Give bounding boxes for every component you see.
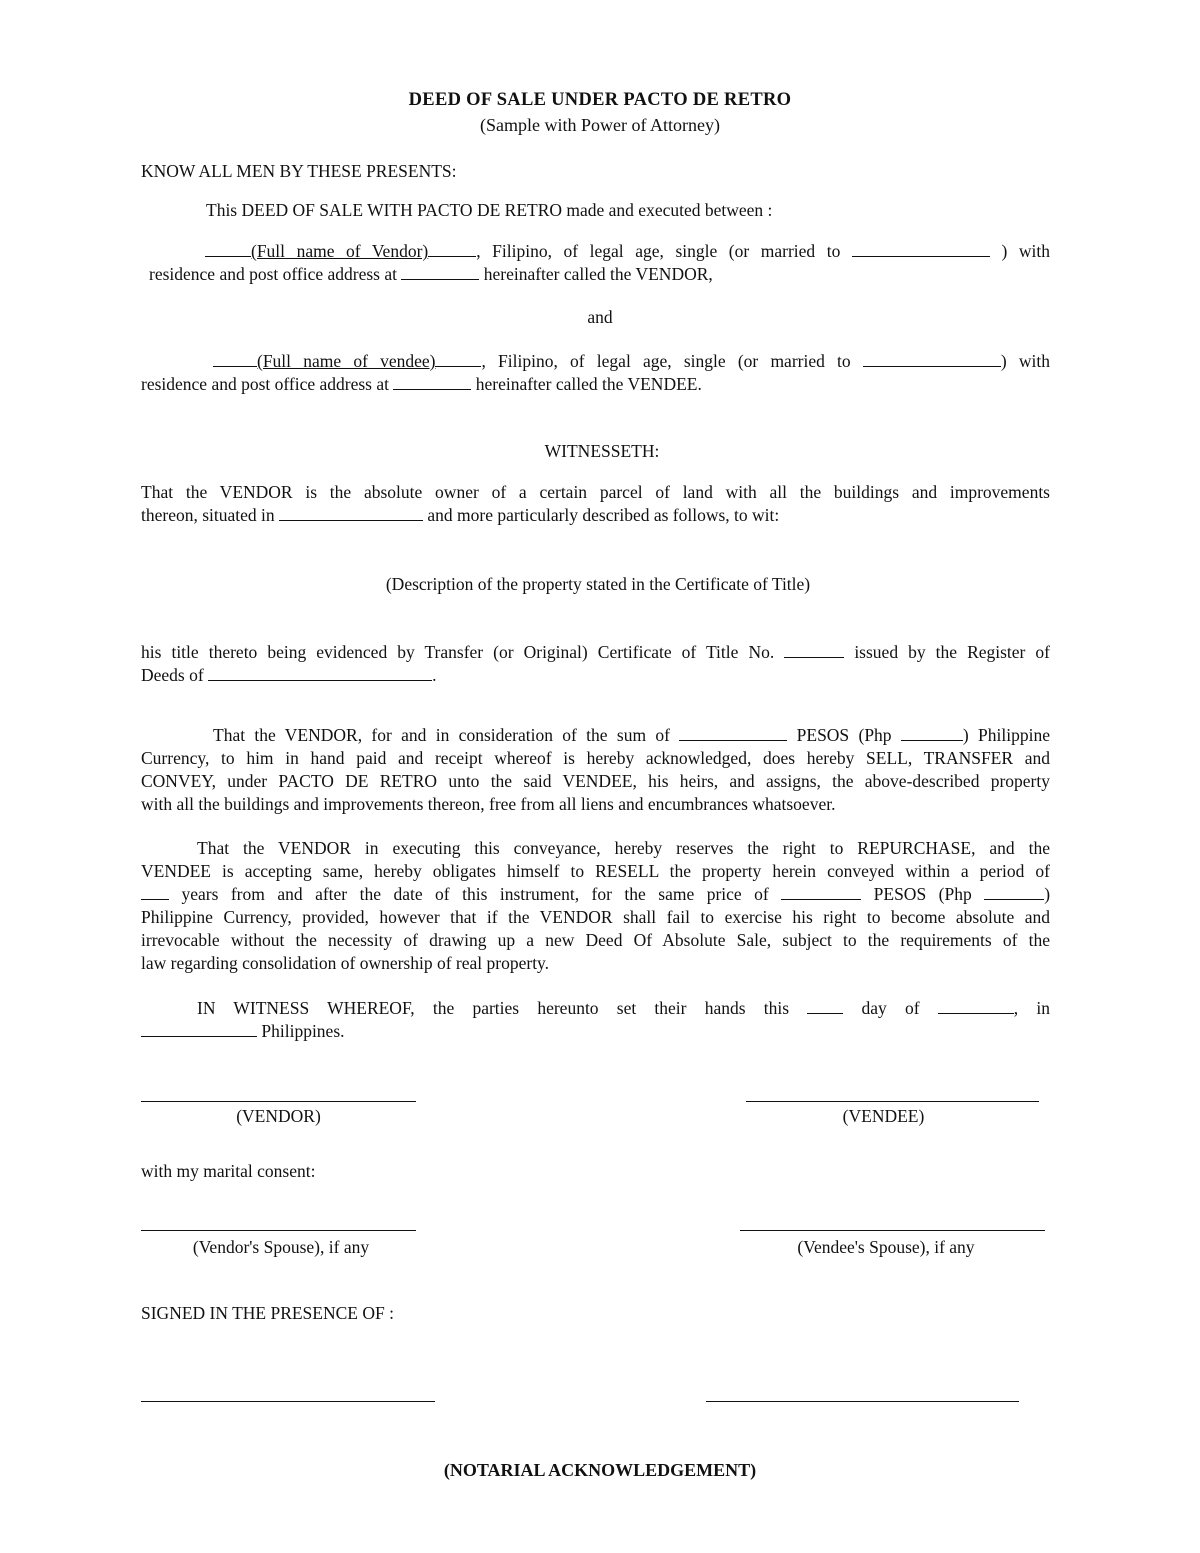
know-all-men: KNOW ALL MEN BY THESE PRESENTS: — [141, 161, 457, 181]
vendor-paragraph — [149, 240, 1050, 286]
signed-in-presence: SIGNED IN THE PRESENCE OF : — [141, 1303, 394, 1323]
month-blank — [938, 997, 1014, 1014]
vendee-signature-line — [746, 1101, 1039, 1102]
notarial-acknowledgement: (NOTARIAL ACKNOWLEDGEMENT) — [443, 1460, 757, 1480]
vendor-spouse-label: (Vendor's Spouse), if any — [192, 1237, 370, 1257]
years-blank — [141, 883, 169, 900]
vendee-paragraph — [141, 350, 1050, 396]
vendee-name-placeholder: (Full name of vendee) — [257, 351, 436, 371]
vendee-address-blank — [393, 373, 471, 390]
vendor-line-2: residence and post office address at hereinafter called the VENDOR, — [149, 264, 713, 284]
witness-1-signature-line — [141, 1401, 435, 1402]
intro-paragraph: This DEED OF SALE WITH PACTO DE RETRO made and executed between : — [206, 200, 773, 220]
sum-php-blank — [901, 724, 963, 741]
price-words-blank — [781, 883, 861, 900]
title-number-blank — [784, 641, 844, 658]
witnesseth-heading: WITNESSETH: — [544, 441, 660, 461]
property-description: (Description of the property stated in the Certificate of Title) — [385, 574, 811, 594]
vendor-signature-line — [141, 1101, 416, 1102]
vendee-spouse-label: (Vendee's Spouse), if any — [797, 1237, 975, 1257]
price-php-blank — [984, 883, 1044, 900]
vendor-spouse-blank — [852, 240, 990, 257]
vendee-spouse-signature-line — [740, 1230, 1045, 1231]
sum-words-blank — [679, 724, 787, 741]
location-blank — [279, 504, 423, 521]
witness-paragraph: IN WITNESS WHEREOF, the parties hereunto set their hands this day of , in Philippines. — [141, 997, 1050, 1043]
vendor-line-1: (Full name of Vendor) , Filipino, of legal age, single (or married to ) with — [149, 240, 1050, 263]
vendee-label: (VENDEE) — [842, 1106, 925, 1126]
repurchase-paragraph: That the VENDOR in executing this conveyance, hereby reserves the right to REPURCHASE, and the VENDEE is accepting same, hereby obligates himself to RESELL the property herein conveyed within a period of years from and after the date of this instrument, for the same price of PESOS (Php ) Philippine Currency, provided, however that if the VENDOR shall fail to exercise his right to become absolute and irrevocable without the necessity of drawing up a new Deed Of Absolute Sale, subject to the requirements of the law regarding consolidation of ownership of real property. — [141, 838, 1051, 973]
day-blank — [807, 997, 843, 1014]
vendor-label: (VENDOR) — [236, 1106, 321, 1126]
vendee-line-2: residence and post office address at hereinafter called the VENDEE. — [141, 374, 702, 394]
witness-2-signature-line — [706, 1401, 1019, 1402]
place-blank — [141, 1020, 257, 1037]
vendee-spouse-blank — [863, 350, 1001, 367]
marital-consent: with my marital consent: — [141, 1161, 316, 1181]
vendor-address-blank — [401, 263, 479, 280]
document-title: DEED OF SALE UNDER PACTO DE RETRO — [408, 90, 792, 110]
consideration-paragraph: That the VENDOR, for and in consideration of the sum of PESOS (Php ) Philippine Currency, to him in hand paid and receipt whereof is hereby acknowledged, does hereby SELL, TRANSFER and CONVEY, under PACTO DE RETRO unto the said VENDEE, his heirs, and assigns, the above-described property with all the buildings and improvements thereon, free from all liens and encumbrances whatsoever. — [141, 725, 1050, 814]
registry-blank — [208, 664, 432, 681]
title-paragraph: his title thereto being evidenced by Transfer (or Original) Certificate of Title No. issued by the Register of Deeds of . — [141, 642, 1051, 685]
vendee-line-1: (Full name of vendee) , Filipino, of legal age, single (or married to ) with — [141, 350, 1050, 373]
document-subtitle: (Sample with Power of Attorney) — [480, 115, 720, 135]
owner-paragraph: That the VENDOR is the absolute owner of a certain parcel of land with all the buildings and improvements thereon, situated in and more particularly described as follows, to wit: — [141, 482, 1050, 525]
vendor-spouse-signature-line — [141, 1230, 416, 1231]
vendor-name-placeholder: (Full name of Vendor) — [251, 241, 429, 261]
and-text: and — [587, 307, 613, 327]
